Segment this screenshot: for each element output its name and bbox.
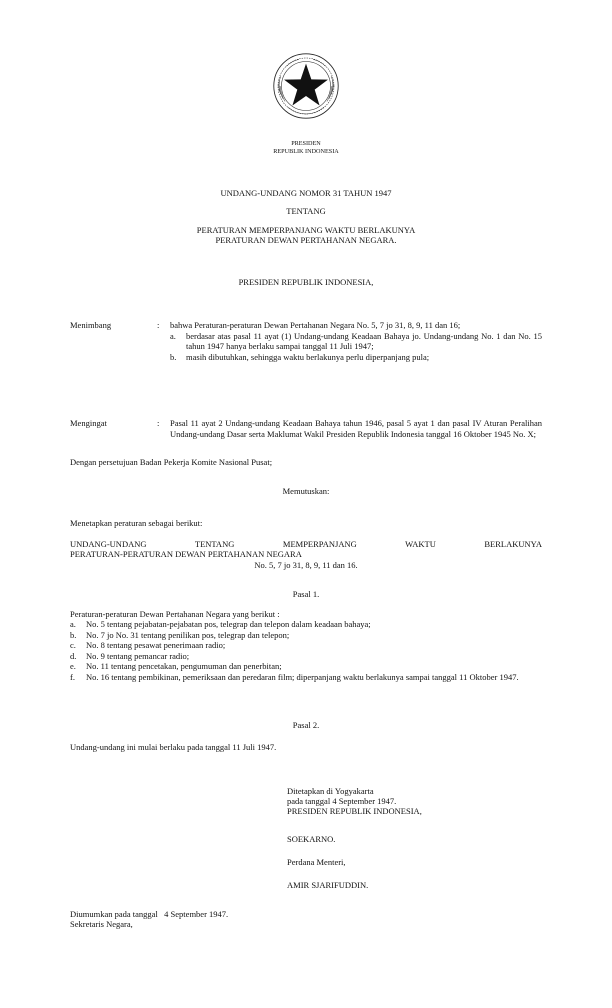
prime-minister-title: Perdana Menteri, xyxy=(287,857,346,867)
pasal2-heading: Pasal 2. xyxy=(292,720,320,730)
menetapkan-line1: UNDANG-UNDANG TENTANG MEMPERPANJANG WAKTU BERLAKUNYA xyxy=(70,539,542,549)
menimbang-intro: bahwa Peraturan-peraturan Dewan Pertahanan Negara No. 5, 7 jo 31, 8, 9, 11 dan 16; xyxy=(170,320,461,330)
announcement-secretary: Sekretaris Negara, xyxy=(70,919,133,929)
pasal1-item-key: d. xyxy=(70,650,77,661)
pasal2-text: Undang-undang ini mulai berlaku pada tanggal 11 Juli 1947. xyxy=(70,742,277,752)
menimbang-body xyxy=(170,320,542,362)
pasal1-item xyxy=(70,651,542,662)
pasal1-item-key: a. xyxy=(70,619,76,629)
president-heading: PRESIDEN REPUBLIK INDONESIA, xyxy=(238,277,374,287)
mengingat-colon: : xyxy=(157,418,160,428)
menimbang-item-text: berdasar atas pasal 11 ayat (1) Undang-undang Keadaan Bahaya jo. Undang-undang No. 1 dan No. 15 tahun 1947 hanya berlaku sampai tanggal 11 Juli 1947; xyxy=(186,330,542,351)
pasal1-item-key: f. xyxy=(70,671,75,682)
announcement-date: Diumumkan pada tanggal 4 September 1947. xyxy=(70,909,229,919)
menimbang-item-b xyxy=(170,352,542,363)
header-republic: REPUBLIK INDONESIA xyxy=(273,148,339,155)
menimbang-item-a xyxy=(170,331,542,352)
pasal1-item xyxy=(70,640,542,651)
menetapkan-line3: No. 5, 7 jo 31, 8, 9, 11 dan 16. xyxy=(254,560,358,570)
pasal1-item xyxy=(70,619,542,630)
menimbang-colon: : xyxy=(157,320,160,330)
header-president: PRESIDEN xyxy=(291,140,321,147)
law-title: UNDANG-UNDANG NOMOR 31 TAHUN 1947 xyxy=(220,188,392,198)
pasal1-item-key: e. xyxy=(70,661,76,671)
pasal1-item-text: No. 5 tentang pejabatan-pejabatan pos, telegrap dan telepon dalam keadaan bahaya; xyxy=(86,619,371,629)
pasal1-item-key: c. xyxy=(70,640,76,650)
menimbang-label: Menimbang xyxy=(70,320,112,330)
pasal1-item-text: No. 8 tentang pesawat penerimaan radio; xyxy=(86,640,226,650)
pasal1-item xyxy=(70,672,542,683)
signature-date: pada tanggal 4 September 1947. xyxy=(287,796,397,806)
menimbang-item-key: b. xyxy=(170,351,177,362)
pasal1-item-key: b. xyxy=(70,629,77,640)
pasal1-item-text: No. 11 tentang pencetakan, pengumuman dan penerbitan; xyxy=(86,661,282,671)
law-subject-line1: PERATURAN MEMPERPANJANG WAKTU BERLAKUNYA xyxy=(196,225,416,235)
menimbang-item-text: masih dibutuhkan, sehingga waktu berlakunya perlu diperpanjang pula; xyxy=(186,351,430,362)
signature-name: SOEKARNO. xyxy=(287,834,336,844)
signature-place: Ditetapkan di Yogyakarta xyxy=(287,786,374,796)
menetapkan-line2: PERATURAN-PERATURAN DEWAN PERTAHANAN NEGARA xyxy=(70,549,302,559)
state-emblem-icon xyxy=(271,51,341,121)
pasal1-heading: Pasal 1. xyxy=(292,589,320,599)
pasal1-item-text: No. 16 tentang pembikinan, pemeriksaan dan peredaran film; diperpanjang waktu berlakunya sampai tanggal 11 Oktober 1947. xyxy=(86,671,519,682)
pasal1-intro: Peraturan-peraturan Dewan Pertahanan Negara yang berikut : xyxy=(70,609,280,619)
mengingat-label: Mengingat xyxy=(70,418,107,428)
law-subject-line2: PERATURAN DEWAN PERTAHANAN NEGARA. xyxy=(215,235,397,245)
law-about: TENTANG xyxy=(286,206,326,216)
signature-title: PRESIDEN REPUBLIK INDONESIA, xyxy=(287,806,422,816)
persetujuan-text: Dengan persetujuan Badan Pekerja Komite Nasional Pusat; xyxy=(70,457,273,467)
pasal1-item-text: No. 9 tentang pemancar radio; xyxy=(86,650,190,661)
pasal1-item-text: No. 7 jo No. 31 tentang penilikan pos, telegrap dan telepon; xyxy=(86,629,290,640)
menimbang-item-key: a. xyxy=(170,330,176,341)
pasal1-item xyxy=(70,661,542,672)
prime-minister-name: AMIR SJARIFUDDIN. xyxy=(287,880,369,890)
menetapkan-intro: Menetapkan peraturan sebagai berikut: xyxy=(70,518,203,528)
pasal1-list xyxy=(70,619,542,682)
pasal1-item xyxy=(70,630,542,641)
memutuskan-heading: Memutuskan: xyxy=(282,486,330,496)
mengingat-text: Pasal 11 ayat 2 Undang-undang Keadaan Bahaya tahun 1946, pasal 5 ayat 1 dan pasal IV Aturan Peralihan Undang-undang Dasar serta Maklumat Wakil Presiden Republik Indonesia tanggal 16 Oktober 1945 No. X; xyxy=(170,418,542,439)
